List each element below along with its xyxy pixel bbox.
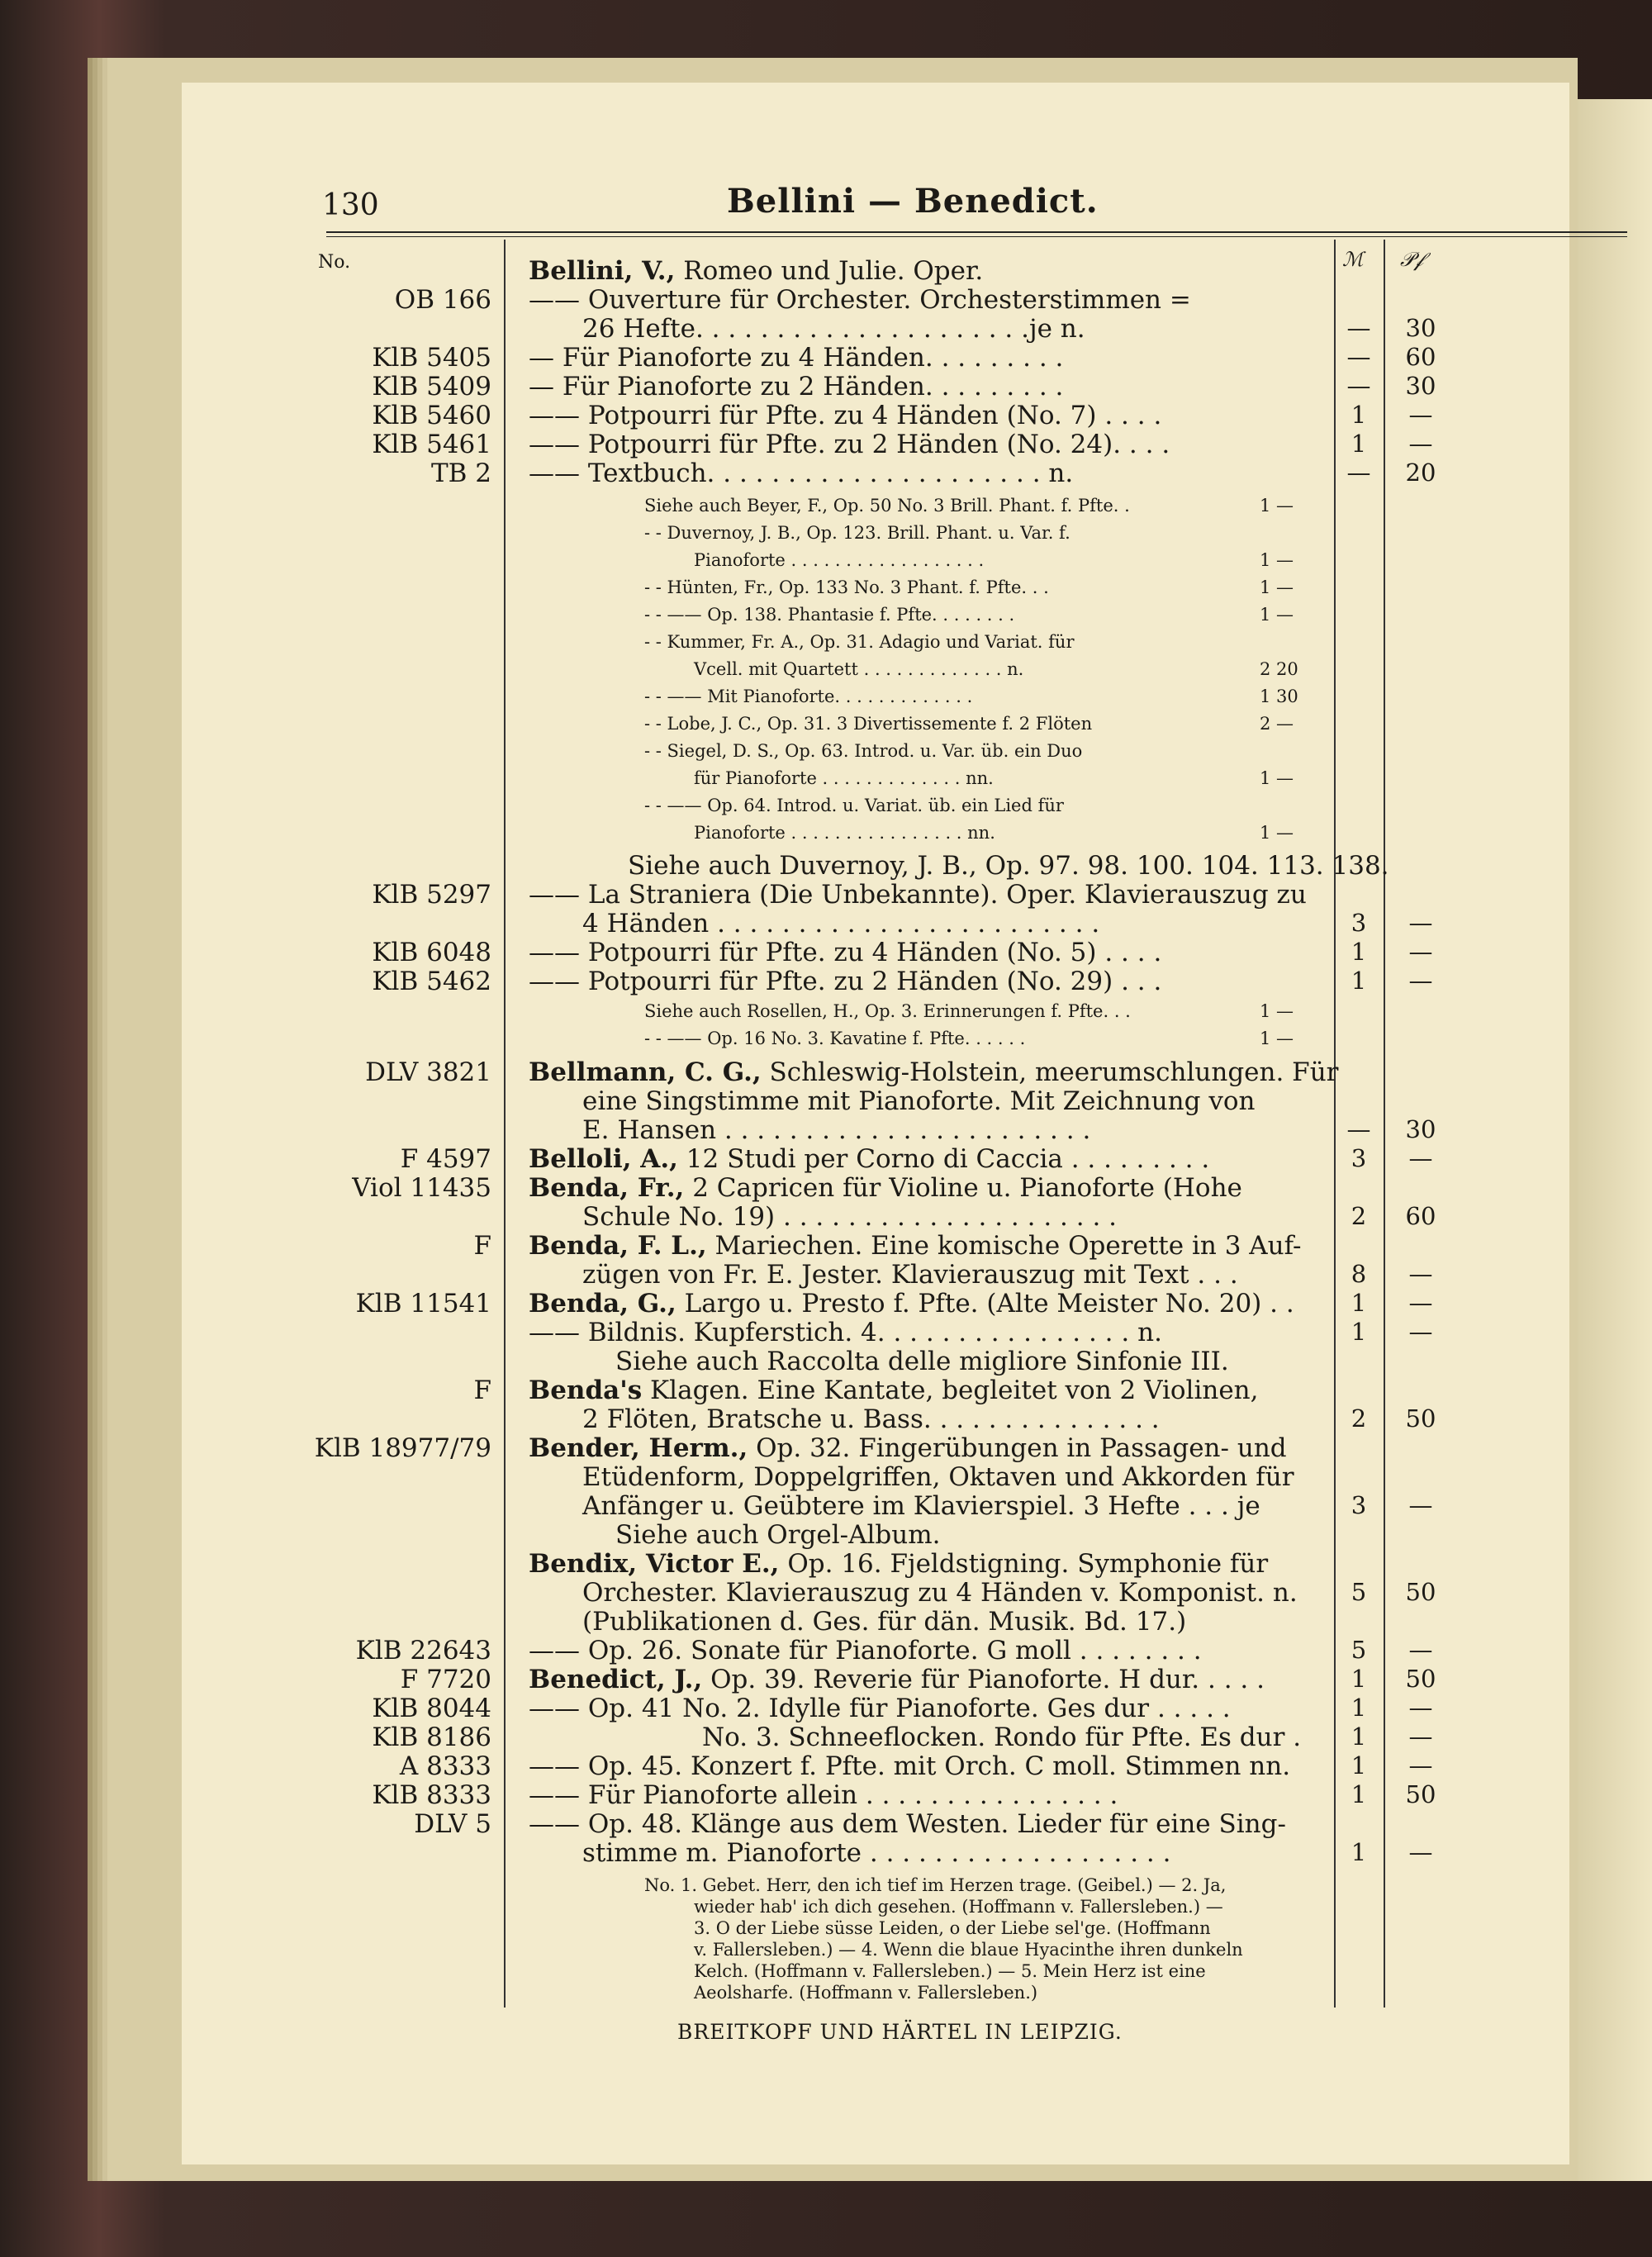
- catalog-number: KlB 5461: [372, 430, 491, 459]
- composer-name: Benedict, J.,: [529, 1665, 703, 1694]
- entry-line: 4 Händen . . . . . . . . . . . . . . . . . . . . . . . .: [582, 909, 1100, 938]
- cross-reference-line: Pianoforte . . . . . . . . . . . . . . . . . .: [694, 550, 985, 570]
- price-pfennig: 60: [1405, 1202, 1436, 1230]
- entry-line: No. 3. Schneeflocken. Rondo für Pfte. Es dur .: [702, 1722, 1302, 1752]
- cross-reference-line: - - Siegel, D. S., Op. 63. Introd. u. Var. üb. ein Duo: [644, 741, 1083, 761]
- catalog-number: DLV 3821: [365, 1057, 491, 1087]
- cross-reference-line-price: 1 —: [1260, 1029, 1294, 1048]
- price-mark: —: [1346, 1115, 1371, 1143]
- pfennig-column-divider: [1384, 240, 1385, 2008]
- cross-reference-line-price: 1 —: [1260, 605, 1294, 625]
- entry-line: Siehe auch Duvernoy, J. B., Op. 97. 98. 100. 104. 113. 138.: [628, 851, 1389, 881]
- composer-name: Benda, Fr.,: [529, 1173, 685, 1203]
- cross-reference-line-price: 1 —: [1260, 768, 1294, 788]
- cross-reference-line: Siehe auch Beyer, F., Op. 50 No. 3 Brill. Phant. f. Pfte. .: [644, 496, 1130, 516]
- catalog-number: KlB 18977/79: [314, 1433, 491, 1463]
- publisher-footer: BREITKOPF UND HÄRTEL IN LEIPZIG.: [677, 2020, 1123, 2044]
- entry-line: Orchester. Klavierauszug zu 4 Händen v. Komponist. n.: [582, 1578, 1298, 1608]
- price-pfennig: 30: [1405, 372, 1436, 400]
- song-list-line: 3. O der Liebe süsse Leiden, o der Liebe sel'ge. (Hoffmann: [694, 1918, 1211, 1938]
- price-mark: 1: [1351, 938, 1367, 966]
- price-pfennig: —: [1408, 967, 1433, 995]
- price-pfennig: 50: [1405, 1578, 1436, 1606]
- adjacent-page-edge: [1578, 99, 1652, 2181]
- entry-line: stimme m. Pianoforte . . . . . . . . . . . . . . . . . . .: [582, 1838, 1171, 1868]
- price-pfennig: —: [1408, 1289, 1433, 1317]
- entry-text: 2 Capricen für Violine u. Pianoforte (Hohe: [684, 1173, 1242, 1203]
- price-mark: 1: [1351, 1318, 1367, 1346]
- price-mark: 1: [1351, 1722, 1367, 1751]
- cross-reference-line: Vcell. mit Quartett . . . . . . . . . . . . . n.: [694, 659, 1024, 679]
- cross-reference-line: - - Kummer, Fr. A., Op. 31. Adagio und Variat. für: [644, 632, 1075, 652]
- entry-line: —— Op. 26. Sonate für Pianoforte. G moll . . . . . . . .: [529, 1636, 1202, 1665]
- price-mark: 5: [1351, 1578, 1367, 1606]
- entry-line: —— Potpourri für Pfte. zu 2 Händen (No. 29) . . .: [529, 967, 1162, 996]
- entry-text: Largo u. Presto f. Pfte. (Alte Meister No. 20) . .: [676, 1289, 1294, 1319]
- composer-name: Benda, G.,: [529, 1289, 676, 1319]
- cross-reference-line: - - Duvernoy, J. B., Op. 123. Brill. Phant. u. Var. f.: [644, 523, 1070, 543]
- catalog-number: TB 2: [430, 459, 491, 488]
- entry-line: Siehe auch Raccolta delle migliore Sinfonie III.: [615, 1347, 1229, 1376]
- header-rule-thin: [326, 236, 1627, 237]
- catalog-number: KlB 8186: [372, 1722, 491, 1752]
- price-pfennig: —: [1408, 1694, 1433, 1722]
- cross-reference-line: für Pianoforte . . . . . . . . . . . . . nn.: [694, 768, 994, 788]
- entry-line: —— Op. 48. Klänge aus dem Westen. Lieder für eine Sing-: [529, 1809, 1286, 1839]
- price-pfennig: 60: [1405, 343, 1436, 371]
- song-list-line: v. Fallersleben.) — 4. Wenn die blaue Hyacinthe ihren dunkeln: [694, 1940, 1243, 1960]
- catalog-number: KlB 5462: [372, 967, 491, 996]
- price-pfennig: —: [1408, 401, 1433, 429]
- entry-line: Etüdenform, Doppelgriffen, Oktaven und Akkorden für: [582, 1462, 1294, 1492]
- entry-line: Anfänger u. Geübtere im Klavierspiel. 3 Hefte . . . je: [582, 1491, 1260, 1521]
- price-pfennig: —: [1408, 938, 1433, 966]
- price-mark: —: [1346, 314, 1371, 342]
- song-list-line: Aeolsharfe. (Hoffmann v. Fallersleben.): [694, 1983, 1038, 2003]
- entry-line: 26 Hefte. . . . . . . . . . . . . . . . . . . . .je n.: [582, 314, 1085, 344]
- price-mark: 1: [1351, 1780, 1367, 1808]
- price-pfennig: 50: [1405, 1665, 1436, 1693]
- entry-line: [529, 1057, 1338, 1087]
- price-mark: 3: [1351, 1491, 1367, 1519]
- entry-text: Op. 16. Fjeldstigning. Symphonie für: [779, 1549, 1269, 1579]
- entry-line: [529, 1173, 1242, 1203]
- composer-name: Belloli, A.,: [529, 1144, 678, 1174]
- song-list-line: wieder hab' ich dich gesehen. (Hoffmann v. Fallersleben.) —: [694, 1897, 1223, 1917]
- composer-name: Bendix, Victor E.,: [529, 1549, 780, 1579]
- price-mark: 1: [1351, 1665, 1367, 1693]
- cross-reference-line-price: 1 —: [1260, 1001, 1294, 1021]
- entry-line: —— Potpourri für Pfte. zu 2 Händen (No. 24). . . .: [529, 430, 1170, 459]
- cross-reference-line-price: 1 —: [1260, 496, 1294, 516]
- entry-text: 12 Studi per Corno di Caccia . . . . . . . . .: [677, 1144, 1210, 1174]
- catalog-number: KlB 8333: [372, 1780, 491, 1810]
- composer-name: Benda, F. L.,: [529, 1231, 707, 1261]
- price-pfennig: —: [1408, 909, 1433, 937]
- entry-text: Klagen. Eine Kantate, begleitet von 2 Violinen,: [642, 1376, 1259, 1405]
- entry-line: —— La Straniera (Die Unbekannte). Oper. Klavierauszug zu: [529, 880, 1307, 910]
- price-mark: 8: [1351, 1260, 1367, 1288]
- catalog-number: KlB 5297: [372, 880, 491, 910]
- composer-name: Bellini, V.,: [529, 256, 676, 286]
- catalog-number: DLV 5: [414, 1809, 491, 1839]
- catalog-number: KlB 5409: [372, 372, 491, 402]
- entry-line: —— Bildnis. Kupferstich. 4. . . . . . . . . . . . . . . . n.: [529, 1318, 1162, 1347]
- entry-line: —— Op. 45. Konzert f. Pfte. mit Orch. C moll. Stimmen nn.: [529, 1751, 1291, 1781]
- column-header-pfennig: 𝒫𝒻: [1400, 248, 1424, 271]
- header-rule: [326, 231, 1627, 233]
- catalog-number: OB 166: [394, 285, 491, 315]
- entry-text: Op. 39. Reverie für Pianoforte. H dur. . . . .: [702, 1665, 1265, 1694]
- cross-reference-line: - - —— Mit Pianoforte. . . . . . . . . . . . .: [644, 687, 973, 706]
- cross-reference-line-price: 2 20: [1260, 659, 1298, 679]
- catalog-number: A 8333: [399, 1751, 491, 1781]
- price-pfennig: 30: [1405, 314, 1436, 342]
- entry-line: zügen von Fr. E. Jester. Klavierauszug mit Text . . .: [582, 1260, 1238, 1290]
- entry-line: — Für Pianoforte zu 4 Händen. . . . . . . . .: [529, 343, 1064, 373]
- cross-reference-line: Pianoforte . . . . . . . . . . . . . . . . nn.: [694, 823, 995, 843]
- cross-reference-line-price: 1 —: [1260, 577, 1294, 597]
- entry-line: Siehe auch Orgel-Album.: [615, 1520, 941, 1550]
- price-mark: 1: [1351, 430, 1367, 458]
- composer-name: Bellmann, C. G.,: [529, 1057, 762, 1087]
- price-mark: 1: [1351, 1289, 1367, 1317]
- price-mark: —: [1346, 343, 1371, 371]
- entry-line: [529, 1144, 1209, 1174]
- price-pfennig: 50: [1405, 1404, 1436, 1433]
- price-mark: 1: [1351, 1751, 1367, 1779]
- mark-column-divider: [1334, 240, 1336, 2008]
- price-pfennig: 20: [1405, 459, 1436, 487]
- entry-line: —— Textbuch. . . . . . . . . . . . . . . . . . . . . n.: [529, 459, 1074, 488]
- price-mark: 1: [1351, 401, 1367, 429]
- song-list-line: Kelch. (Hoffmann v. Fallersleben.) — 5. Mein Herz ist eine: [694, 1961, 1206, 1981]
- price-pfennig: —: [1408, 1636, 1433, 1664]
- catalog-number: Viol 11435: [352, 1173, 491, 1203]
- entry-line: Schule No. 19) . . . . . . . . . . . . . . . . . . . . .: [582, 1202, 1118, 1232]
- cross-reference-line-price: 2 —: [1260, 714, 1294, 734]
- catalog-column-divider: [504, 240, 506, 2008]
- cross-reference-line: - - —— Op. 64. Introd. u. Variat. üb. ein Lied für: [644, 796, 1064, 815]
- entry-line: —— Op. 41 No. 2. Idylle für Pianoforte. Ges dur . . . . .: [529, 1694, 1231, 1723]
- entry-line: [529, 256, 983, 286]
- catalog-number: F: [473, 1376, 491, 1405]
- price-mark: 2: [1351, 1202, 1367, 1230]
- catalog-number: F 4597: [400, 1144, 491, 1174]
- price-pfennig: —: [1408, 1751, 1433, 1779]
- cross-reference-line: - - —— Op. 138. Phantasie f. Pfte. . . . . . . .: [644, 605, 1015, 625]
- cross-reference-line-price: 1 30: [1260, 687, 1298, 706]
- price-pfennig: —: [1408, 1838, 1433, 1866]
- entry-line: —— Ouverture für Orchester. Orchesterstimmen =: [529, 285, 1191, 315]
- price-pfennig: —: [1408, 430, 1433, 458]
- price-mark: 1: [1351, 967, 1367, 995]
- price-pfennig: —: [1408, 1318, 1433, 1346]
- entry-line: E. Hansen . . . . . . . . . . . . . . . . . . . . . . .: [582, 1115, 1091, 1145]
- price-pfennig: —: [1408, 1260, 1433, 1288]
- catalog-number: F 7720: [400, 1665, 491, 1694]
- price-pfennig: 50: [1405, 1780, 1436, 1808]
- composer-name: Benda's: [529, 1376, 643, 1405]
- price-mark: 5: [1351, 1636, 1367, 1664]
- entry-line: —— Potpourri für Pfte. zu 4 Händen (No. 7) . . . .: [529, 401, 1162, 430]
- price-mark: 1: [1351, 1838, 1367, 1866]
- price-pfennig: —: [1408, 1491, 1433, 1519]
- entry-line: —— Potpourri für Pfte. zu 4 Händen (No. 5) . . . .: [529, 938, 1162, 967]
- price-mark: 2: [1351, 1404, 1367, 1433]
- entry-line: [529, 1549, 1268, 1579]
- catalog-number: KlB 6048: [372, 938, 491, 967]
- entry-line: —— Für Pianoforte allein . . . . . . . . . . . . . . . .: [529, 1780, 1118, 1810]
- cross-reference-line: - - Hünten, Fr., Op. 133 No. 3 Phant. f. Pfte. . .: [644, 577, 1049, 597]
- cross-reference-line: - - —— Op. 16 No. 3. Kavatine f. Pfte. . . . . .: [644, 1029, 1026, 1048]
- cross-reference-line: Siehe auch Rosellen, H., Op. 3. Erinnerungen f. Pfte. . .: [644, 1001, 1131, 1021]
- entry-text: Op. 32. Fingerübungen in Passagen- und: [748, 1433, 1287, 1463]
- cross-reference-line-price: 1 —: [1260, 550, 1294, 570]
- entry-line: [529, 1665, 1265, 1694]
- catalog-number: KlB 22643: [355, 1636, 491, 1665]
- page-number: 130: [322, 188, 379, 222]
- catalog-number: KlB 5460: [372, 401, 491, 430]
- price-mark: —: [1346, 372, 1371, 400]
- page-title: Bellini — Benedict.: [727, 182, 1099, 221]
- entry-line: eine Singstimme mit Pianoforte. Mit Zeichnung von: [582, 1086, 1256, 1116]
- price-mark: 1: [1351, 1694, 1367, 1722]
- price-mark: 3: [1351, 909, 1367, 937]
- composer-name: Bender, Herm.,: [529, 1433, 748, 1463]
- cross-reference-line-price: 1 —: [1260, 823, 1294, 843]
- price-pfennig: 30: [1405, 1115, 1436, 1143]
- entry-text: Mariechen. Eine komische Operette in 3 Auf-: [706, 1231, 1302, 1261]
- price-pfennig: —: [1408, 1144, 1433, 1172]
- entry-text: Schleswig-Holstein, meerumschlungen. Für: [761, 1057, 1339, 1087]
- price-mark: —: [1346, 459, 1371, 487]
- catalog-page: [182, 83, 1569, 2164]
- entry-line: [529, 1289, 1294, 1319]
- column-header-mark: ℳ: [1342, 248, 1364, 271]
- cross-reference-line: - - Lobe, J. C., Op. 31. 3 Divertissemente f. 2 Flöten: [644, 714, 1093, 734]
- entry-text: Romeo und Julie. Oper.: [675, 256, 984, 286]
- song-list-line: No. 1. Gebet. Herr, den ich tief im Herzen trage. (Geibel.) — 2. Ja,: [644, 1875, 1227, 1895]
- entry-line: 2 Flöten, Bratsche u. Bass. . . . . . . . . . . . . . .: [582, 1404, 1160, 1434]
- catalog-number: KlB 8044: [372, 1694, 491, 1723]
- catalog-number: KlB 5405: [372, 343, 491, 373]
- entry-line: [529, 1376, 1259, 1405]
- price-mark: 3: [1351, 1144, 1367, 1172]
- entry-line: [529, 1433, 1287, 1463]
- price-pfennig: —: [1408, 1722, 1433, 1751]
- entry-line: — Für Pianoforte zu 2 Händen. . . . . . . . .: [529, 372, 1064, 402]
- catalog-number: KlB 11541: [355, 1289, 491, 1319]
- entry-line: [529, 1231, 1301, 1261]
- column-header-no: No.: [318, 252, 351, 273]
- catalog-number: F: [473, 1231, 491, 1261]
- entry-line: (Publikationen d. Ges. für dän. Musik. Bd. 17.): [582, 1607, 1187, 1637]
